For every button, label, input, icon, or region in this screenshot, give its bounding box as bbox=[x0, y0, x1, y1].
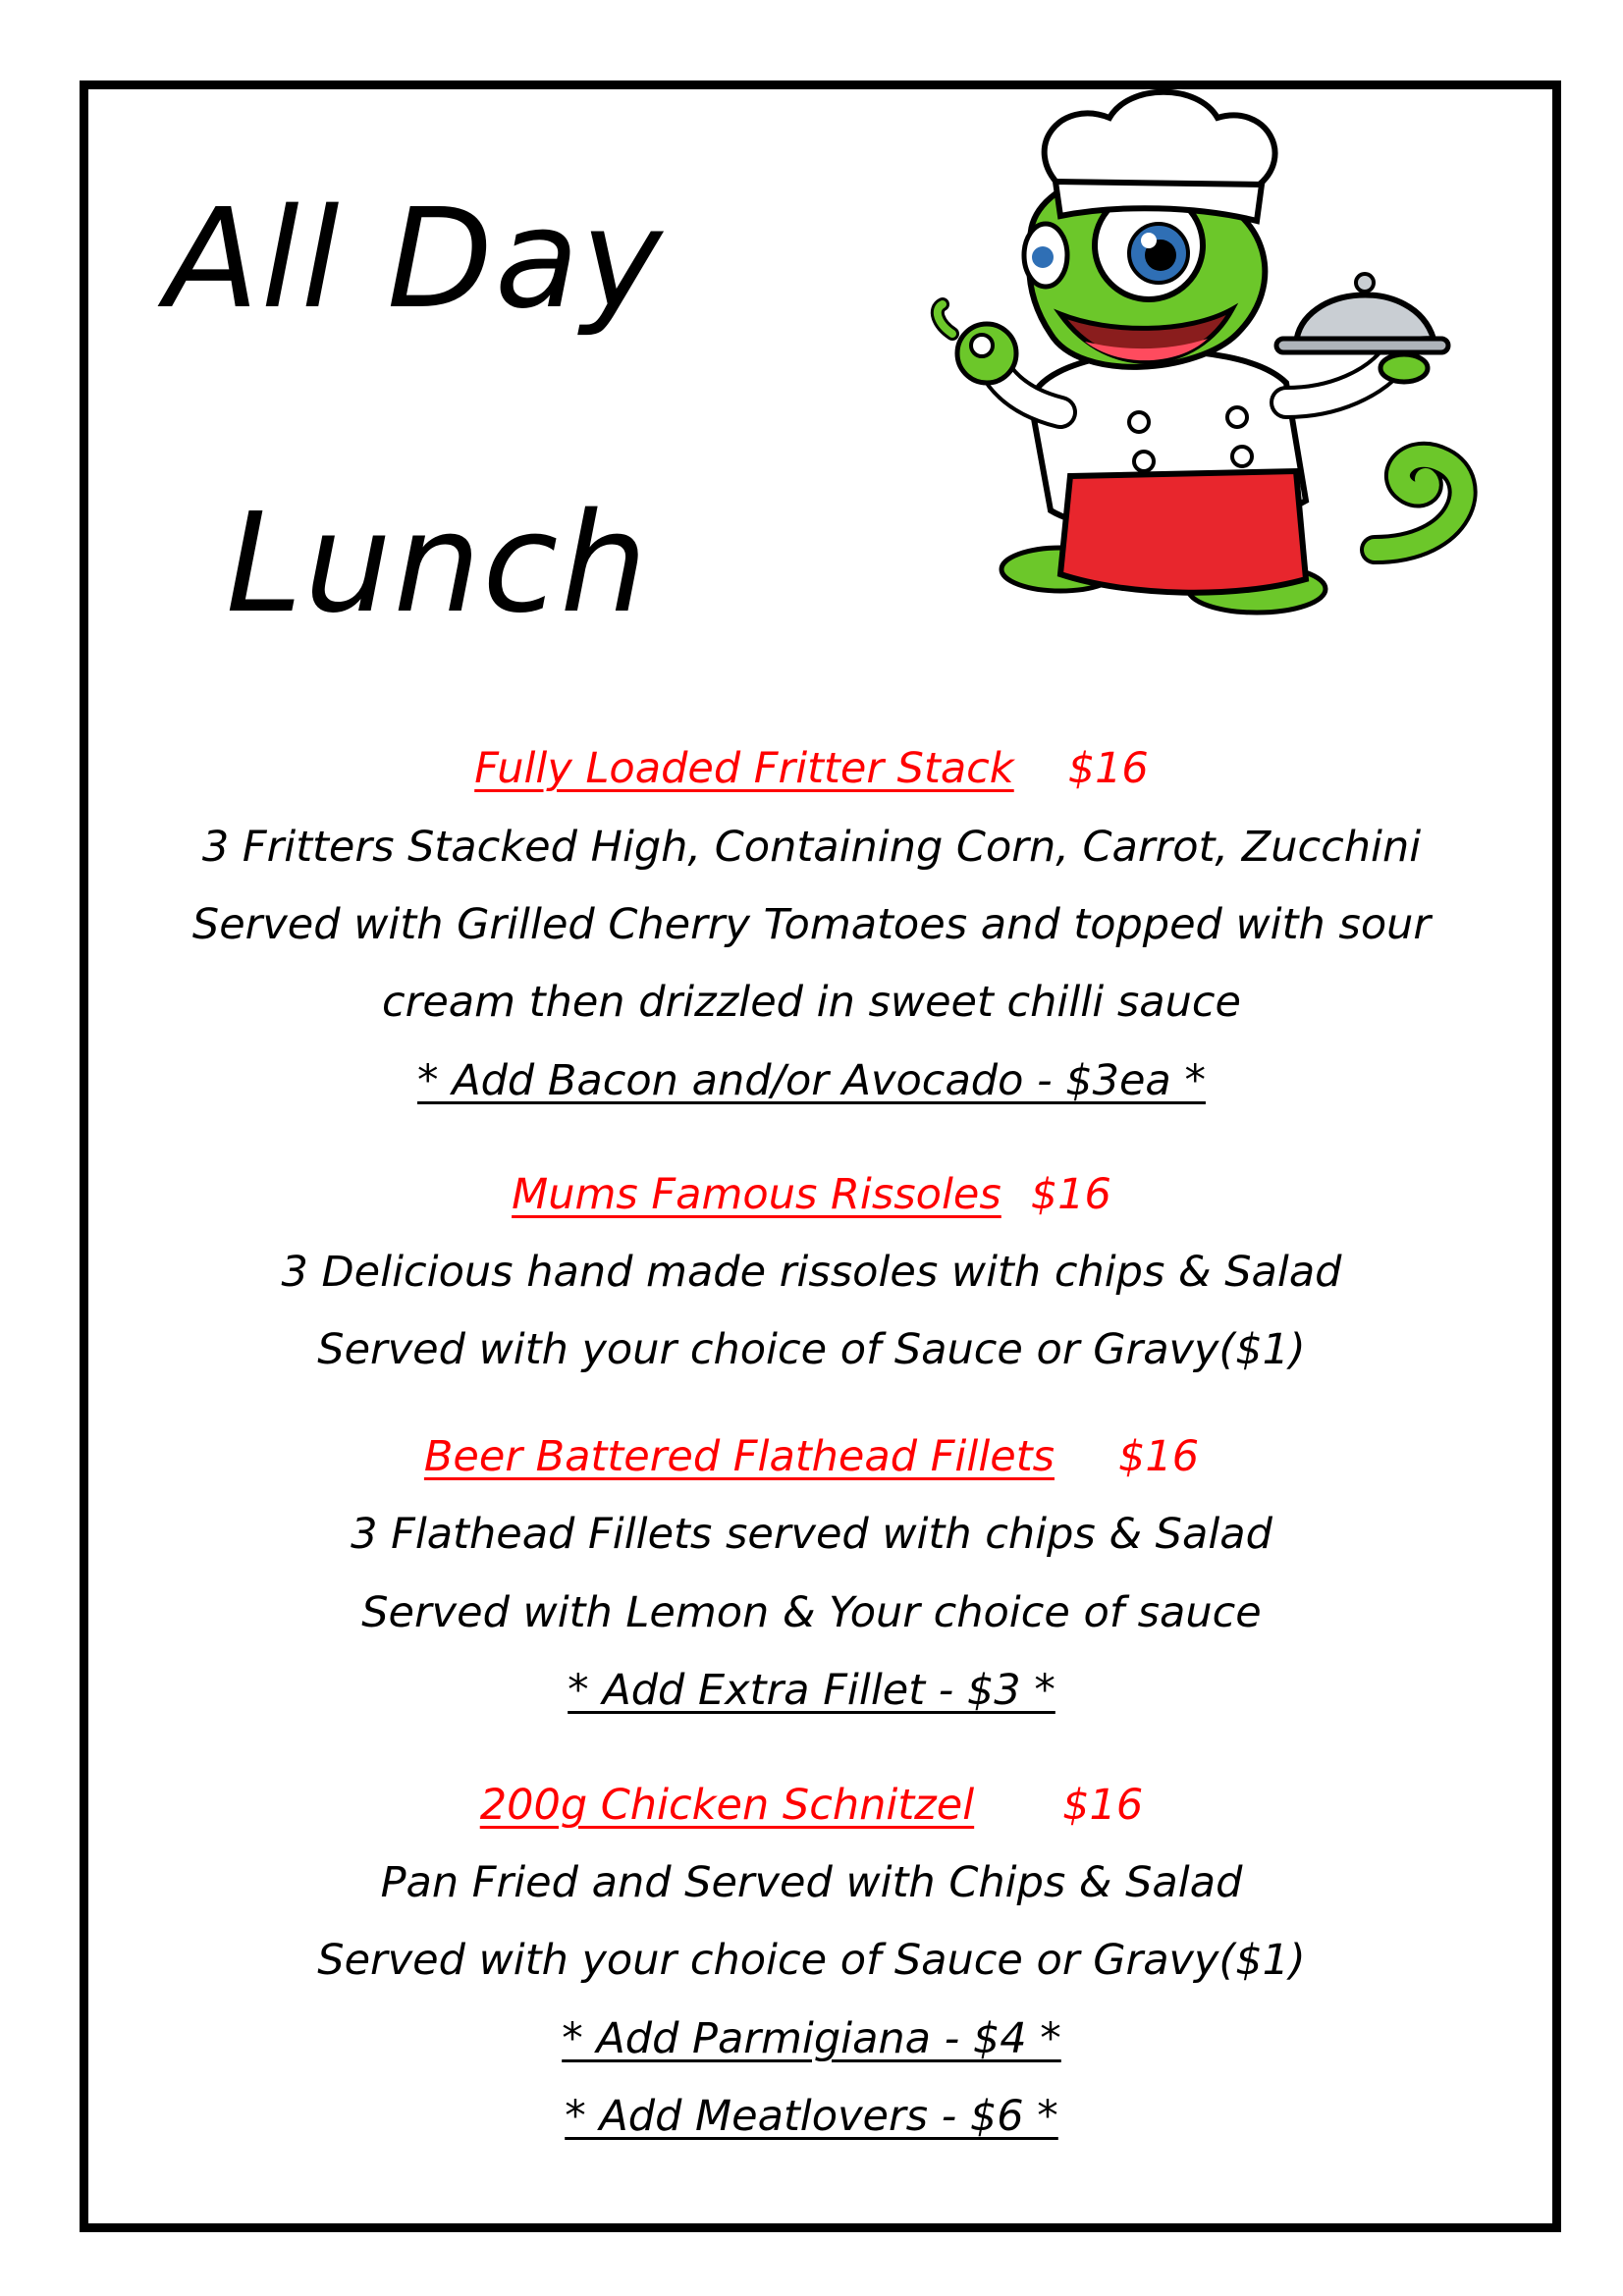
item-price: $16 bbox=[1030, 1170, 1111, 1219]
item-description-line: cream then drizzled in sweet chilli sauce bbox=[382, 978, 1241, 1027]
item-description-line: Served with Lemon & Your choice of sauce bbox=[361, 1588, 1262, 1637]
item-name: Beer Battered Flathead Fillets bbox=[423, 1432, 1055, 1481]
item-description-line: Served with your choice of Sauce or Gravy($1) bbox=[317, 1936, 1306, 1985]
item-title-chicken-schnitzel bbox=[0, 1781, 1623, 1830]
item-description-line: 3 Delicious hand made rissoles with chips & Salad bbox=[281, 1248, 1342, 1297]
item-addon-line bbox=[0, 1666, 1623, 1715]
item-name: Fully Loaded Fritter Stack bbox=[474, 744, 1014, 793]
item-title-fritter-stack bbox=[0, 744, 1623, 793]
item-price: $16 bbox=[1118, 1432, 1200, 1481]
item-price: $16 bbox=[1067, 744, 1149, 793]
addon-text: * Add Extra Fillet - $3 * bbox=[568, 1666, 1055, 1715]
item-name: 200g Chicken Schnitzel bbox=[479, 1781, 975, 1830]
item-description-line: Served with your choice of Sauce or Gravy($1) bbox=[317, 1325, 1306, 1374]
addon-text: * Add Parmigiana - $4 * bbox=[562, 2014, 1061, 2063]
item-addon-line bbox=[0, 2014, 1623, 2063]
menu-title-line-1: All Day bbox=[165, 180, 665, 340]
addon-text: * Add Bacon and/or Avocado - $3ea * bbox=[417, 1056, 1206, 1105]
item-name: Mums Famous Rissoles bbox=[512, 1170, 1001, 1219]
addon-text: * Add Meatlovers - $6 * bbox=[565, 2092, 1058, 2141]
chef-chameleon-mascot-illustration bbox=[913, 88, 1502, 638]
item-title-rissoles bbox=[0, 1170, 1623, 1219]
menu-title-line-2: Lunch bbox=[226, 484, 650, 644]
item-description-line: 3 Fritters Stacked High, Containing Corn, Carrot, Zucchini bbox=[201, 823, 1422, 872]
item-description-line: 3 Flathead Fillets served with chips & Salad bbox=[351, 1510, 1272, 1559]
item-addon-line bbox=[0, 2092, 1623, 2141]
item-description-line: Pan Fried and Served with Chips & Salad bbox=[380, 1858, 1243, 1907]
item-price: $16 bbox=[1062, 1781, 1144, 1830]
item-title-flathead-fillets bbox=[0, 1432, 1623, 1481]
item-description-line: Served with Grilled Cherry Tomatoes and topped with sour bbox=[191, 900, 1432, 949]
item-addon-line bbox=[0, 1056, 1623, 1105]
